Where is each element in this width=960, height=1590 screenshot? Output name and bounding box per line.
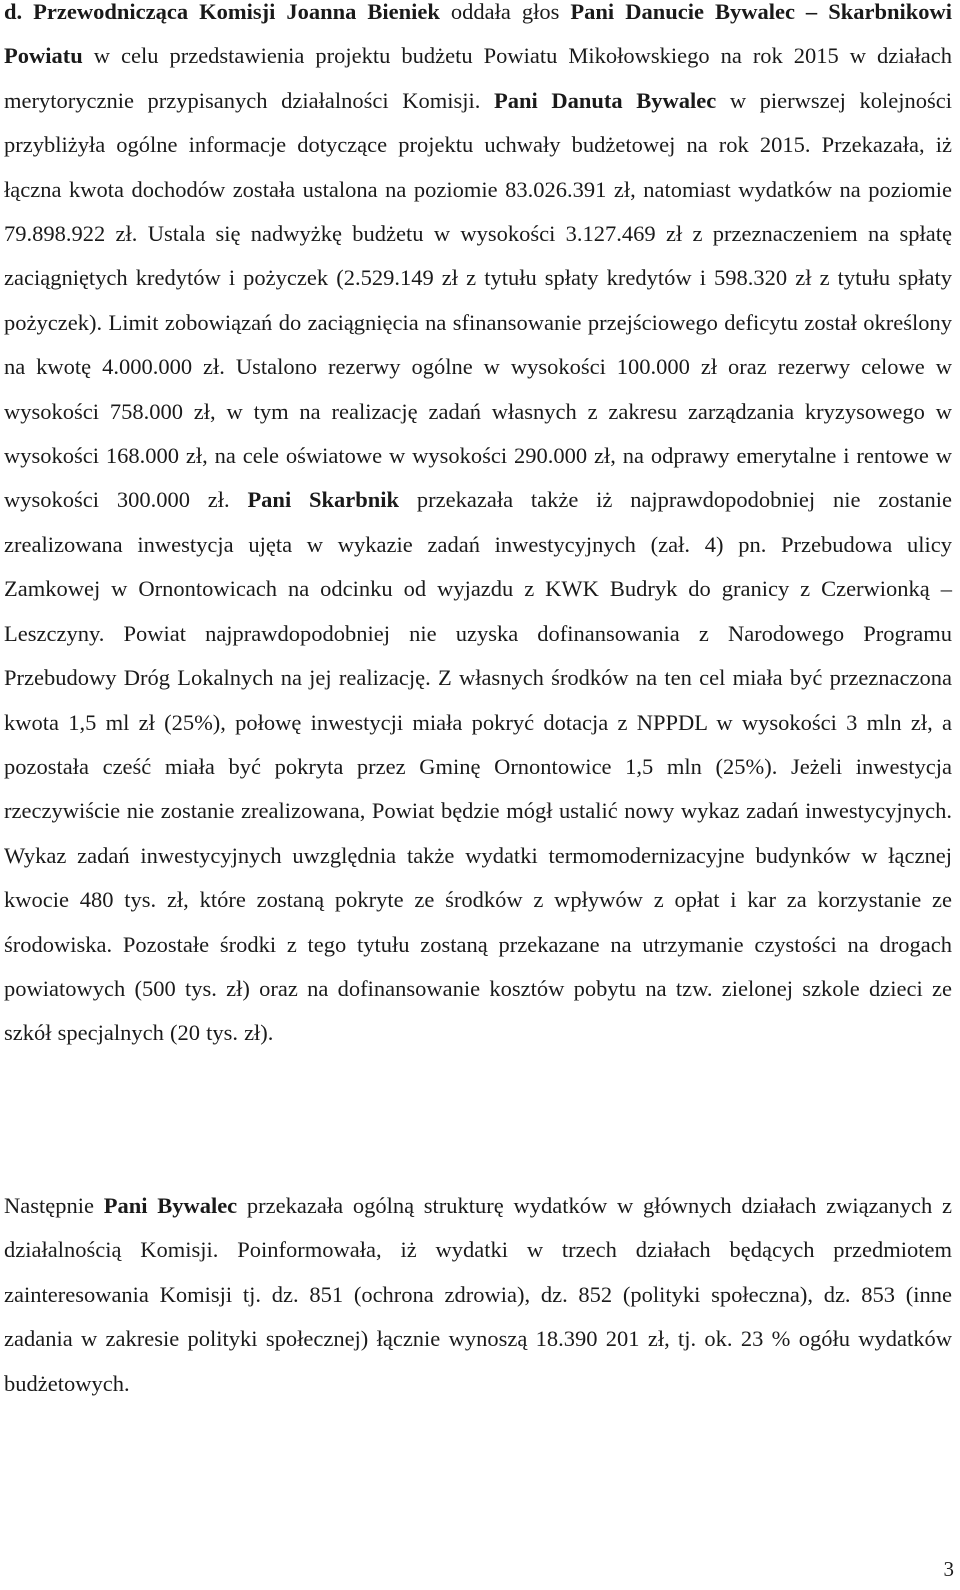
treasurer-title: Pani Skarbnik (247, 487, 400, 513)
paragraph-text: w celu przedstawienia projektu budżetu Powiatu Mikołowskiego na rok 2015 w działach merytorycznie przypisanych działalności Komisji. (4, 43, 952, 113)
paragraph-text: oddała głos (439, 0, 571, 24)
paragraph-text: Następnie (4, 1193, 104, 1218)
page-number: 3 (943, 1557, 954, 1581)
treasurer-name: Pani Danucie Bywalec – Skarbnikowi Powiatu (4, 0, 952, 69)
treasurer-name: Pani Bywalec (103, 1193, 238, 1218)
section-letter: d. (4, 0, 34, 24)
paragraph-text: przekazała także iż najprawdopodobniej nie zostanie zrealizowana inwestycja ujęta w wykazie zadań inwestycyjnych (zał. 4) pn. Przebudowa ulicy Zamkowej w Ornontowicach na odcinku od wyjazdu z KWK Budryk do granicy z Czerwionką – Leszczyny. Powiat najprawdopodobniej nie uzyska dofinansowania z Narodowego Programu Przebudowy Dróg Lokalnych na jej realizację. Z własnych środków na ten cel miała być przeznaczona kwota 1,5 ml zł (25%), połowę inwestycji miała pokryć dotacja z NPPDL w wysokości 3 mln zł, a pozostała cześć miała być pokryta przez Gminę Ornontowice 1,5 mln (25%). Jeżeli inwestycja rzeczywiście nie zostanie zrealizowana, Powiat będzie mógł ustalić nowy wykaz zadań inwestycyjnych. Wykaz zadań inwestycyjnych uwzględnia także wydatki termomodernizacyjne budynków w łącznej kwocie 480 tys. zł, które zostaną pokryte ze środków z wpływów z opłat i kar za korzystanie ze środowiska. Pozostałe środki z tego tytułu zostaną przekazane na utrzymanie czystości na drogach powiatowych (500 tys. zł) oraz na dofinansowanie kosztów pobytu na tzw. zielonej szkole dzieci ze szkół specjalnych (20 tys. zł). (4, 487, 952, 1046)
paragraph-text: przekazała ogólną strukturę wydatków w głównych działach związanych z działalnością Komisji. Poinformowała, iż wydatki w trzech działach będących przedmiotem zainteresowania Komisji tj. dz. 851 (ochrona zdrowia), dz. 852 (polityki społeczna), dz. 853 (inne zadania w zakresie polityki społecznej) łącznie wynoszą 18.390 201 zł, tj. ok. 23 % ogółu wydatków budżetowych. (4, 1193, 952, 1396)
budget-paragraph-2 (4, 1184, 952, 1406)
treasurer-name: Pani Danuta Bywalec (493, 87, 717, 113)
budget-paragraph-1 (4, 0, 952, 1056)
paragraph-text: w pierwszej kolejności przybliżyła ogólne informacje dotyczące projektu uchwały budżetowej na rok 2015. Przekazała, iż łączna kwota dochodów została ustalona na poziomie 83.026.391 zł, natomiast wydatków na poziomie 79.898.922 zł. Ustala się nadwyżkę budżetu w wysokości 3.127.469 zł z przeznaczeniem na spłatę zaciągniętych kredytów i pożyczek (2.529.149 zł z tytułu spłaty kredytów i 598.320 zł z tytułu spłaty pożyczek). Limit zobowiązań do zaciągnięcia na sfinansowanie przejściowego deficytu został określony na kwotę 4.000.000 zł. Ustalono rezerwy ogólne w wysokości 100.000 zł oraz rezerwy celowe w wysokości 758.000 zł, w tym na realizację zadań własnych z zakresu zarządzania kryzysowego w wysokości 168.000 zł, na cele oświatowe w wysokości 290.000 zł, na odprawy emerytalne i rentowe w wysokości 300.000 zł. (4, 87, 952, 513)
chairperson-name: Przewodnicząca Komisji Joanna Bieniek (33, 0, 440, 24)
